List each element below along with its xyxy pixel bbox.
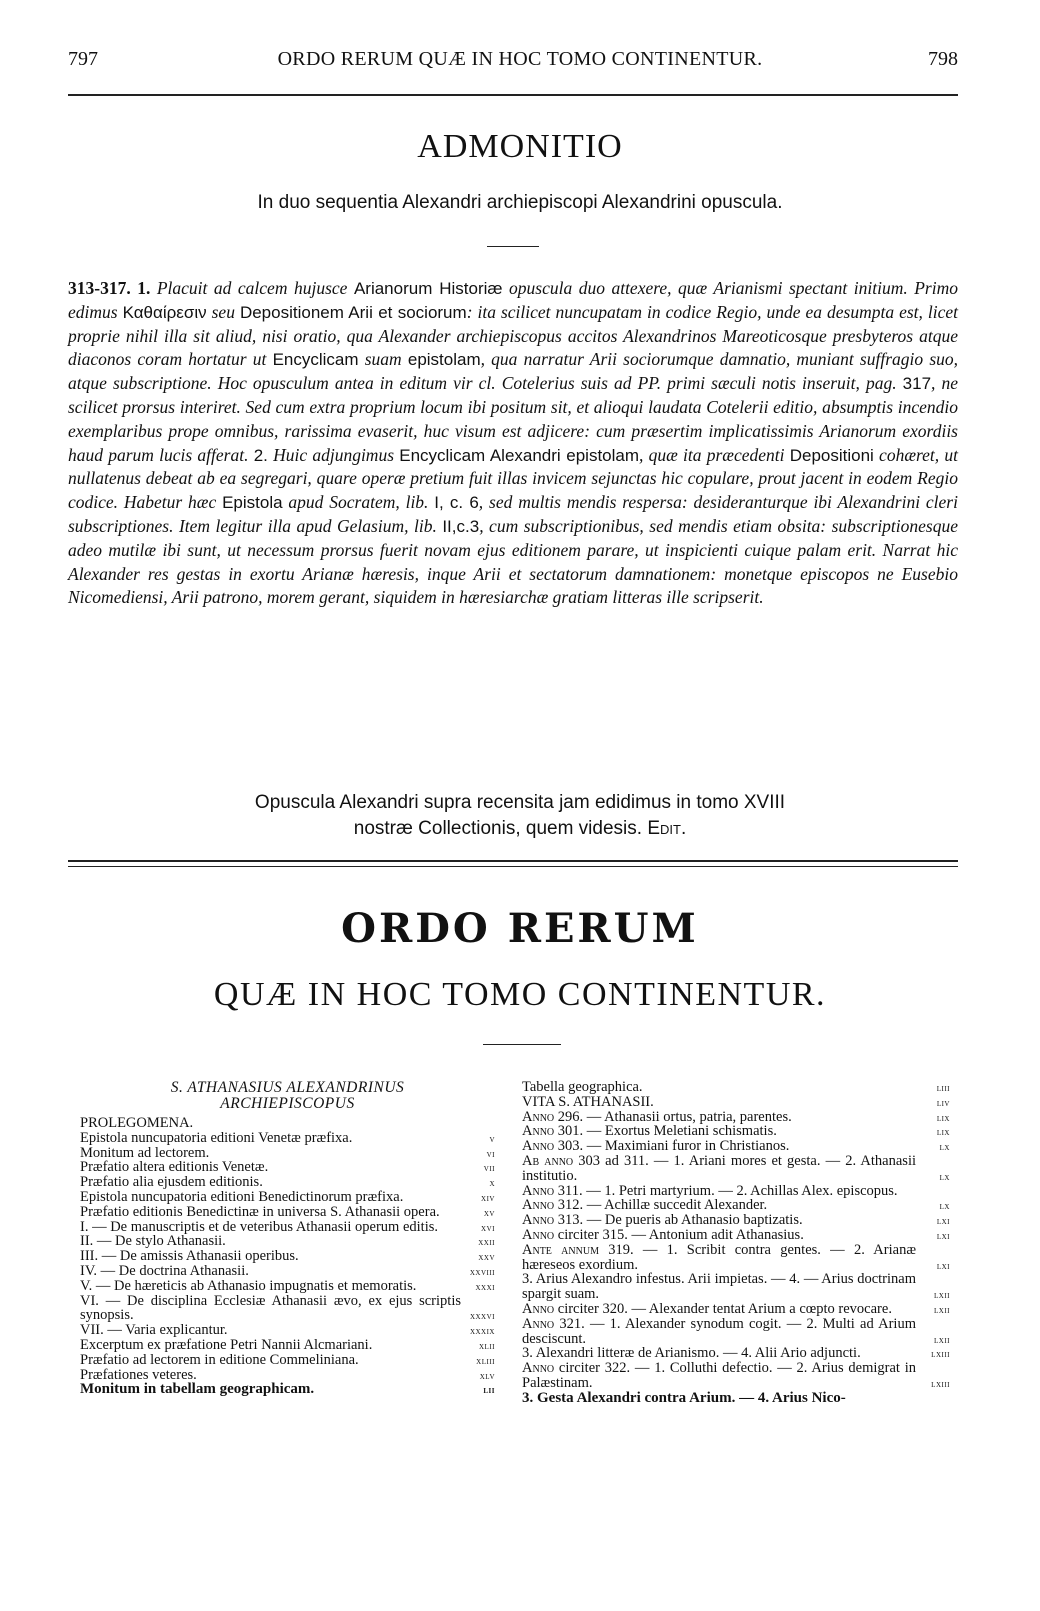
toc-entry-text: 303. — Maximiani furor in Christianos. — [554, 1138, 790, 1155]
toc-entry-page: xxxi — [475, 1281, 495, 1293]
toc-entry-page: xliii — [476, 1355, 495, 1367]
toc-entry-page: xxviii — [469, 1266, 495, 1278]
toc-entry-year-label: Anno — [522, 1212, 555, 1229]
toc-entry-text: IV. — De doctrina Athanasii. — [80, 1262, 249, 1279]
toc-entry-page: lxiii — [931, 1349, 950, 1361]
toc-entry-text: III. — De amissis Athanasii operibus. — [80, 1248, 299, 1265]
toc-entry — [522, 1317, 950, 1347]
toc-entry-text: VI. — De disciplina Ecclesiæ Athanasii ævo, ex ejus scriptis synopsis. — [80, 1292, 461, 1324]
toc-entry-page: v — [489, 1133, 495, 1145]
toc-entry-page: xxii — [478, 1237, 495, 1249]
toc-entry — [522, 1272, 950, 1302]
toc-entry-page: vi — [486, 1148, 495, 1160]
double-rule-top — [68, 860, 958, 862]
toc-entry-text: Epistola nuncupatoria editioni Benedictinorum præfixa. — [80, 1188, 404, 1205]
toc-entry-page: lx — [939, 1142, 950, 1154]
toc-entry-text: Præfatio alia ejusdem editionis. — [80, 1174, 263, 1191]
toc-entry — [522, 1198, 950, 1213]
toc-entry-text: Monitum ad lectorem. — [80, 1144, 210, 1161]
toc-entry-text: 313. — De pueris ab Athanasio baptizatis. — [554, 1212, 803, 1229]
toc-entry — [522, 1080, 950, 1095]
toc-entry — [80, 1190, 495, 1205]
toc-entry-page: lxi — [936, 1230, 950, 1242]
header-rule — [68, 94, 958, 96]
toc-entry-year-label: Ab anno — [522, 1152, 574, 1169]
running-title: ORDO RERUM QUÆ IN HOC TOMO CONTINENTUR. — [277, 48, 763, 70]
toc-entry-year-label: Anno — [522, 1360, 555, 1377]
toc-entry — [80, 1382, 495, 1397]
toc-entry-text: Tabella geographica. — [522, 1079, 643, 1095]
toc-entry — [522, 1110, 950, 1125]
toc-entry-text: Præfatio editionis Benedictinæ in universa S. Athanasii opera. — [80, 1203, 440, 1220]
toc-entry-text: II. — De stylo Athanasii. — [80, 1233, 226, 1250]
ordo-divider — [483, 1044, 561, 1045]
toc-entry-page: lxii — [934, 1304, 950, 1316]
toc-entry-year-label: Anno — [522, 1182, 555, 1199]
toc-entry-text: Præfatio ad lectorem in editione Commeliniana. — [80, 1351, 359, 1368]
editor-note-line2: nostræ Collectionis, quem videsis. Edit. — [353, 818, 687, 839]
editor-note-line1: Opuscula Alexandri supra recensita jam edidimus in tomo XVIII — [254, 792, 786, 813]
admonitio-subtitle: In duo sequentia Alexandri archiepiscopi Alexandrini opuscula. — [257, 192, 783, 213]
toc-entry — [522, 1154, 950, 1184]
toc-entry-text: Excerptum ex præfatione Petri Nannii Alcmariani. — [80, 1336, 373, 1353]
toc-entry-text: 319. — 1. Scribit contra gentes. — 2. Arianæ hæreseos exordium. — [522, 1241, 916, 1273]
toc-entry — [80, 1294, 495, 1324]
page-number-right: 798 — [928, 48, 958, 70]
toc-entry — [80, 1279, 495, 1294]
toc-entry-text: V. — De hæreticis ab Athanasio impugnatis et memoratis. — [80, 1277, 417, 1294]
toc-entry — [522, 1184, 950, 1199]
toc-entry — [522, 1391, 950, 1406]
toc-entry-text: Epistola nuncupatoria editioni Venetæ præfixa. — [80, 1129, 353, 1146]
toc-entry — [80, 1146, 495, 1161]
toc-entry-text: 301. — Exortus Meletiani schismatis. — [554, 1123, 777, 1140]
toc-entry — [80, 1205, 495, 1220]
toc-entry-year-label: Anno — [522, 1197, 555, 1214]
toc-entry-text: I. — De manuscriptis et de veteribus Athanasii operum editis. — [80, 1218, 438, 1235]
toc-entry-page: xlii — [479, 1340, 495, 1352]
toc-entry — [522, 1124, 950, 1139]
admonitio-title: ADMONITIO — [417, 128, 623, 165]
editor-note — [160, 790, 880, 842]
column-subheading: ARCHIEPISCOPUS — [220, 1095, 355, 1112]
short-divider — [487, 246, 539, 247]
editor-signature: Edit. — [647, 818, 687, 839]
admonitio-paragraph: 313-317. 1. Placuit ad calcem hujusce Arianorum Historiæ opuscula duo attexere, quæ Arianismi spectant initium. Primo edimus Καθαίρεσιν seu Depositionem Arii et sociorum: ita scilicet nuncupatam in codice Regio, unde ea desumpta est, licet proprie nihil illa sit aliud, nisi oratio, qua Alexander archiepiscopus accitos Alexandrinos Mareoticosque presbyteros atque diaconos coram hortatur ut Encyclicam suam epistolam, qua narratur Arii sociorumque damnatio, muniant suffragio suo, atque subscriptione. Hoc opusculum antea in editum vir cl. Cotelerius suis ad PP. primi sæculi notis inseruit, pag. 317, ne scilicet prorsus interiret. Sed cum extra proprium locum ibi positum sit, et alioqui laudata Cotelerii editio, absumptis incendio exemplaribus prope omnibus, rarissima evaserit, huc visum est adjicere: cum præsertim implicatissimis Arianorum exordiis haud parum lucis afferat. 2. Huic adjungimus Encyclicam Alexandri epistolam, quæ ita præcedenti Depositioni cohæret, ut nullatenus debeat ab ea segregari, quare operæ pretium fuit illas invicem sejunctas hic copulare, prout jacent in eodem Regio codice. Habetur hæc Epistola apud Socratem, lib. I, c. 6, sed multis mendis respersa: desideranturque ibi Alexandrini cleri subscriptiones. Item legitur illa apud Gelasium, lib. II,c.3, cum subscriptionibus, sed mendis etiam obsita: subscriptionesque adeo mutilæ ibi sunt, ut necessum prorsus fuerit novam ejus editionem parare, ut inspicienti cuique palam erit. Narrat hic Alexander res gestas in exortu Arianæ hæresis, inque Arii et sectatorum damnationem: monetque episcopos ne Eusebio Nicomediensi, Arii patrono, morem gerant, siquidem in hæresiarchæ gratiam litteras ille scripserit. — [68, 278, 959, 608]
ordo-subtitle: QUÆ IN HOC TOMO CONTINENTUR. — [213, 976, 827, 1013]
toc-entry-year-label: Anno — [522, 1226, 555, 1243]
toc-entry-text: 303 ad 311. — 1. Ariani mores et gesta. — 2. Athanasii institutio. — [522, 1152, 916, 1184]
toc-entry-year-label: Anno — [522, 1300, 555, 1317]
toc-entry-text: 296. — Athanasii ortus, patria, parentes. — [554, 1108, 792, 1125]
toc-entry — [522, 1139, 950, 1154]
toc-entry — [522, 1213, 950, 1228]
toc-entry-page: lix — [936, 1112, 950, 1124]
toc-entry-page: lxi — [936, 1216, 950, 1228]
toc-entry — [80, 1175, 495, 1190]
toc-entry-text: 321. — 1. Alexander synodum cogit. — 2. Multi ad Arium desciscunt. — [522, 1315, 916, 1347]
running-header — [0, 40, 1040, 80]
toc-entry-text: VII. — Varia explicantur. — [80, 1322, 228, 1339]
toc-entry — [80, 1368, 495, 1383]
toc-entry-year-label: Anno — [522, 1123, 555, 1140]
toc-entry — [522, 1228, 950, 1243]
toc-entry-page: xiv — [481, 1192, 495, 1204]
toc-entry — [80, 1131, 495, 1146]
toc-entry-page: xvi — [481, 1222, 495, 1234]
toc-left-column — [80, 1080, 495, 1397]
toc-entry — [80, 1353, 495, 1368]
toc-entry-year-label: Ante annum — [522, 1241, 599, 1258]
toc-entry-page: lii — [483, 1385, 495, 1397]
toc-entry-page: xxxix — [469, 1326, 495, 1338]
toc-entry-text: circiter 315. — Antonium adit Athanasius. — [554, 1226, 804, 1243]
toc-entry-page: xxv — [478, 1252, 495, 1264]
toc-entry — [522, 1361, 950, 1391]
toc-entry — [80, 1249, 495, 1264]
toc-entry-text: 3. Alexandri litteræ de Arianismo. — 4. Alii Ario adjuncti. — [522, 1345, 861, 1362]
toc-entry-page: xxxvi — [469, 1311, 495, 1323]
toc-entry — [522, 1302, 950, 1317]
toc-entry-page: liv — [936, 1097, 950, 1109]
toc-entry-page: lix — [936, 1127, 950, 1139]
toc-entry-text: Monitum in tabellam geographicam. — [80, 1381, 315, 1398]
toc-entry — [80, 1338, 495, 1353]
toc-right-column — [522, 1080, 950, 1406]
toc-entry — [80, 1234, 495, 1249]
toc-entry — [80, 1264, 495, 1279]
toc-entry-page: vii — [483, 1163, 495, 1175]
toc-entry-page: lx — [939, 1171, 950, 1183]
toc-entry — [522, 1095, 950, 1110]
toc-entry — [522, 1243, 950, 1273]
toc-entry — [80, 1323, 495, 1338]
toc-entry-page: liii — [936, 1083, 950, 1094]
toc-entry-page: lxi — [936, 1260, 950, 1272]
toc-entry-page: x — [489, 1178, 495, 1190]
toc-entry-page: lxii — [934, 1290, 950, 1302]
toc-entry-text: circiter 320. — Alexander tentat Arium a cœpto revocare. — [554, 1300, 892, 1317]
toc-entry-year-label: Anno — [522, 1315, 555, 1332]
toc-entry-text: circiter 322. — 1. Colluthi defectio. — 2. Arius demigrat in Palæstinam. — [522, 1360, 916, 1391]
toc-entry-text: Præfationes veteres. — [80, 1366, 197, 1383]
toc-entry-text: 3. Gesta Alexandri contra Arium. — 4. Arius Nico- — [522, 1389, 846, 1406]
double-rule-bottom — [68, 866, 958, 867]
toc-entry-page: xlv — [479, 1370, 495, 1382]
toc-entry — [80, 1220, 495, 1235]
toc-entry — [80, 1160, 495, 1175]
toc-entry-text: VITA S. ATHANASII. — [522, 1093, 654, 1110]
toc-entry-year-label: Anno — [522, 1108, 555, 1125]
toc-entry-page: lxii — [934, 1334, 950, 1346]
toc-entry — [522, 1346, 950, 1361]
toc-entry-year-label: Anno — [522, 1138, 555, 1155]
column-heading: S. ATHANASIUS ALEXANDRINUS — [170, 1079, 405, 1096]
toc-entry-page: lx — [939, 1201, 950, 1213]
toc-entry-text: Præfatio altera editionis Venetæ. — [80, 1159, 269, 1176]
ordo-title: ORDO RERUM — [341, 905, 699, 952]
section-heading: PROLEGOMENA. — [80, 1115, 194, 1131]
page-number-left: 797 — [68, 48, 98, 70]
toc-entry-page: xv — [483, 1207, 495, 1219]
toc-entry-text: 311. — 1. Petri martyrium. — 2. Achillas Alex. episcopus. — [554, 1182, 898, 1199]
toc-entry-page: lxiii — [931, 1378, 950, 1390]
toc-entry-text: 3. Arius Alexandro infestus. Arii impietas. — 4. — Arius doctrinam spargit suam. — [522, 1271, 916, 1303]
toc-entry-text: 312. — Achillæ succedit Alexander. — [554, 1197, 768, 1214]
